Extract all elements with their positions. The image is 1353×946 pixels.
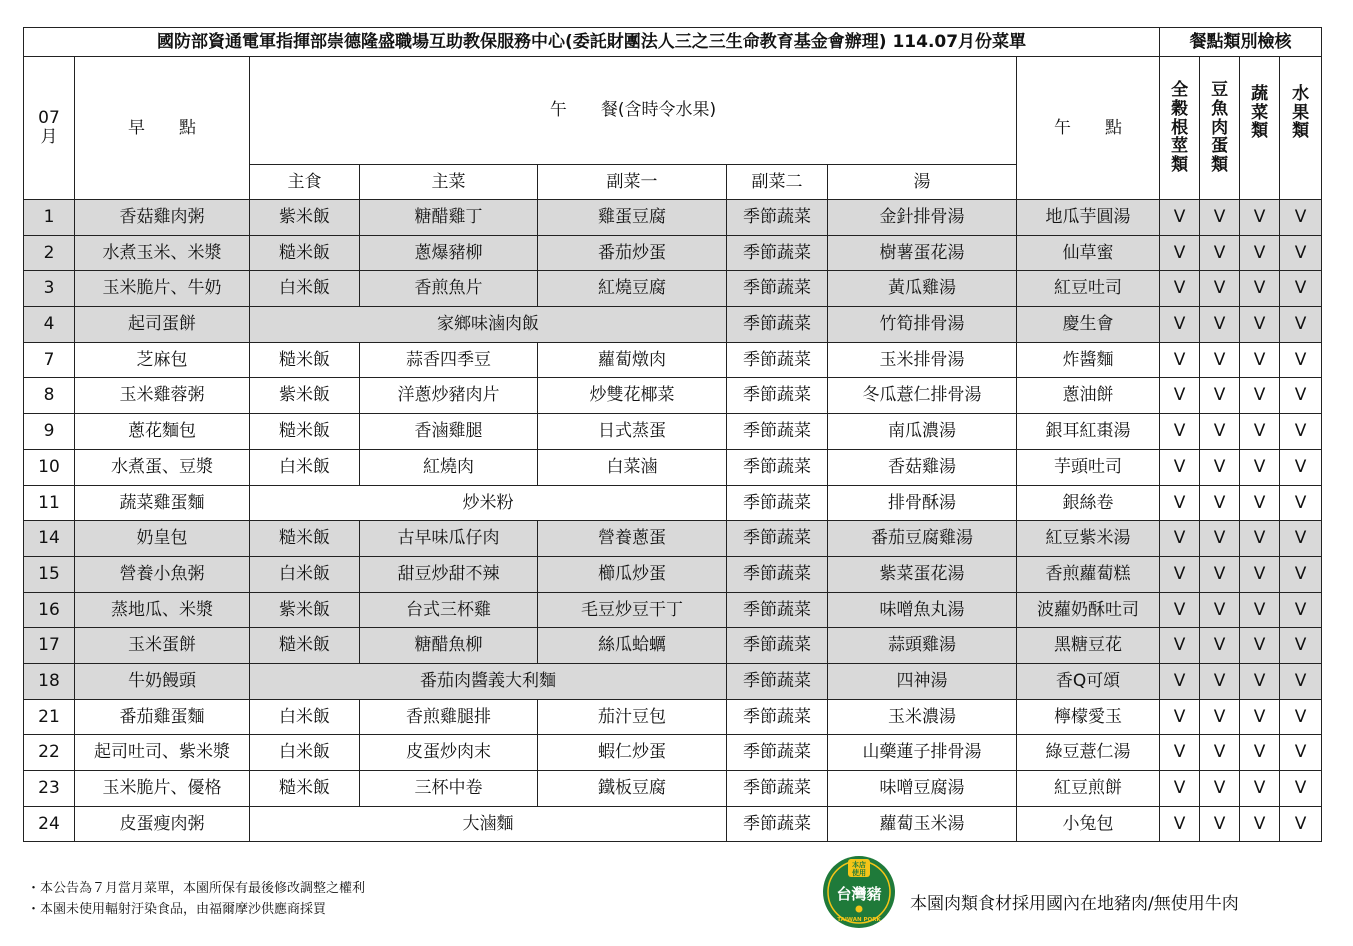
table-row xyxy=(24,449,1322,485)
tagline: 本園肉類食材採用國內在地豬肉/無使用牛肉 xyxy=(910,894,1239,914)
breakfast-cell: 玉米脆片、優格 xyxy=(75,771,250,807)
table-row xyxy=(24,556,1322,592)
side2-cell: 季節蔬菜 xyxy=(727,556,828,592)
check-cell: V xyxy=(1160,735,1200,771)
soup-cell: 四神湯 xyxy=(828,663,1017,699)
main-dish-cell: 糖醋魚柳 xyxy=(360,628,538,664)
check-cell: V xyxy=(1280,628,1322,664)
check-cell: V xyxy=(1280,235,1322,271)
soup-cell: 香菇雞湯 xyxy=(828,449,1017,485)
side2-cell: 季節蔬菜 xyxy=(727,200,828,236)
snack-cell: 波蘿奶酥吐司 xyxy=(1017,592,1160,628)
breakfast-cell: 水煮蛋、豆漿 xyxy=(75,449,250,485)
soup-cell: 玉米濃湯 xyxy=(828,699,1017,735)
side2-cell: 季節蔬菜 xyxy=(727,699,828,735)
breakfast-cell: 起司蛋餅 xyxy=(75,307,250,343)
day-cell: 24 xyxy=(24,806,75,842)
check-header-char: 果 xyxy=(1292,102,1310,123)
side2-cell: 季節蔬菜 xyxy=(727,628,828,664)
combined-lunch-cell: 大滷麵 xyxy=(250,806,727,842)
combined-lunch-cell: 家鄉味滷肉飯 xyxy=(250,307,727,343)
breakfast-cell: 起司吐司、紫米漿 xyxy=(75,735,250,771)
table-row xyxy=(24,485,1322,521)
check-cell: V xyxy=(1200,307,1240,343)
check-cell: V xyxy=(1160,449,1200,485)
snack-cell: 紅豆煎餅 xyxy=(1017,771,1160,807)
side1-cell: 白菜滷 xyxy=(538,449,727,485)
lunch-header: 午 餐(含時令水果) xyxy=(250,57,1017,165)
table-row xyxy=(24,663,1322,699)
snack-cell: 香Q可頌 xyxy=(1017,663,1160,699)
soup-cell: 排骨酥湯 xyxy=(828,485,1017,521)
check-cell: V xyxy=(1160,307,1200,343)
side2-cell: 季節蔬菜 xyxy=(727,342,828,378)
month-header: 07 月 xyxy=(24,57,75,200)
check-cell: V xyxy=(1160,414,1200,450)
check-header-char: 穀 xyxy=(1171,98,1189,119)
main-dish-cell: 香滷雞腿 xyxy=(360,414,538,450)
check-cell: V xyxy=(1160,556,1200,592)
check-title: 餐點類別檢核 xyxy=(1160,28,1322,57)
main-dish-cell: 蔥爆豬柳 xyxy=(360,235,538,271)
side1-cell: 番茄炒蛋 xyxy=(538,235,727,271)
breakfast-cell: 水煮玉米、米漿 xyxy=(75,235,250,271)
check-cell: V xyxy=(1240,449,1280,485)
table-row xyxy=(24,521,1322,557)
check-cell: V xyxy=(1200,556,1240,592)
check-header-char: 莖 xyxy=(1171,136,1189,157)
check-cell: V xyxy=(1160,699,1200,735)
side1-cell: 雞蛋豆腐 xyxy=(538,200,727,236)
check-cell: V xyxy=(1160,378,1200,414)
snack-cell: 銀絲卷 xyxy=(1017,485,1160,521)
main-dish-cell: 洋蔥炒豬肉片 xyxy=(360,378,538,414)
soup-cell: 味噌魚丸湯 xyxy=(828,592,1017,628)
table-row xyxy=(24,271,1322,307)
menu-title: 國防部資通電軍指揮部崇德隆盛職場互助教保服務中心(委託財團法人三之三生命教育基金會辦理) 114.07月份菜單 xyxy=(24,28,1160,57)
side1-header: 副菜一 xyxy=(538,165,727,200)
check-cell: V xyxy=(1160,521,1200,557)
side1-cell: 營養蔥蛋 xyxy=(538,521,727,557)
check-header-grains xyxy=(1160,57,1200,200)
day-cell: 15 xyxy=(24,556,75,592)
check-cell: V xyxy=(1200,200,1240,236)
check-cell: V xyxy=(1200,699,1240,735)
breakfast-cell: 玉米雞蓉粥 xyxy=(75,378,250,414)
check-cell: V xyxy=(1240,806,1280,842)
breakfast-cell: 牛奶饅頭 xyxy=(75,663,250,699)
day-cell: 23 xyxy=(24,771,75,807)
breakfast-cell: 營養小魚粥 xyxy=(75,556,250,592)
check-cell: V xyxy=(1160,592,1200,628)
breakfast-cell: 皮蛋瘦肉粥 xyxy=(75,806,250,842)
check-cell: V xyxy=(1160,806,1200,842)
main-dish-cell: 台式三杯雞 xyxy=(360,592,538,628)
check-cell: V xyxy=(1240,556,1280,592)
breakfast-cell: 番茄雞蛋麵 xyxy=(75,699,250,735)
soup-cell: 蘿蔔玉米湯 xyxy=(828,806,1017,842)
day-cell: 2 xyxy=(24,235,75,271)
staple-cell: 白米飯 xyxy=(250,735,360,771)
check-cell: V xyxy=(1280,378,1322,414)
snack-cell: 芋頭吐司 xyxy=(1017,449,1160,485)
check-cell: V xyxy=(1280,200,1322,236)
check-header-protein xyxy=(1200,57,1240,200)
check-header-char: 水 xyxy=(1292,84,1310,104)
check-cell: V xyxy=(1240,699,1280,735)
table-row xyxy=(24,592,1322,628)
snack-cell: 地瓜芋圓湯 xyxy=(1017,200,1160,236)
side2-cell: 季節蔬菜 xyxy=(727,449,828,485)
check-cell: V xyxy=(1200,735,1240,771)
notes xyxy=(27,878,365,920)
check-header-fruit xyxy=(1280,57,1322,200)
staple-cell: 白米飯 xyxy=(250,449,360,485)
check-cell: V xyxy=(1280,342,1322,378)
side2-cell: 季節蔬菜 xyxy=(727,771,828,807)
check-cell: V xyxy=(1240,485,1280,521)
check-cell: V xyxy=(1200,378,1240,414)
staple-cell: 糙米飯 xyxy=(250,414,360,450)
day-cell: 4 xyxy=(24,307,75,343)
side2-cell: 季節蔬菜 xyxy=(727,307,828,343)
check-cell: V xyxy=(1200,663,1240,699)
check-cell: V xyxy=(1280,521,1322,557)
main-dish-cell: 糖醋雞丁 xyxy=(360,200,538,236)
check-cell: V xyxy=(1280,414,1322,450)
check-cell: V xyxy=(1200,771,1240,807)
check-cell: V xyxy=(1280,271,1322,307)
check-cell: V xyxy=(1280,699,1322,735)
breakfast-cell: 玉米脆片、牛奶 xyxy=(75,271,250,307)
side1-cell: 絲瓜蛤蠣 xyxy=(538,628,727,664)
day-cell: 9 xyxy=(24,414,75,450)
side2-cell: 季節蔬菜 xyxy=(727,592,828,628)
breakfast-cell: 芝麻包 xyxy=(75,342,250,378)
soup-header: 湯 xyxy=(828,165,1017,200)
check-cell: V xyxy=(1200,449,1240,485)
soup-cell: 竹筍排骨湯 xyxy=(828,307,1017,343)
check-cell: V xyxy=(1240,342,1280,378)
check-cell: V xyxy=(1240,307,1280,343)
check-cell: V xyxy=(1200,592,1240,628)
staple-cell: 糙米飯 xyxy=(250,628,360,664)
check-cell: V xyxy=(1160,271,1200,307)
snack-cell: 紅豆紫米湯 xyxy=(1017,521,1160,557)
snack-cell: 炸醬麵 xyxy=(1017,342,1160,378)
main-header: 主菜 xyxy=(360,165,538,200)
check-cell: V xyxy=(1200,271,1240,307)
day-cell: 18 xyxy=(24,663,75,699)
check-cell: V xyxy=(1240,735,1280,771)
table-row xyxy=(24,378,1322,414)
main-dish-cell: 香煎魚片 xyxy=(360,271,538,307)
staple-cell: 紫米飯 xyxy=(250,378,360,414)
day-cell: 10 xyxy=(24,449,75,485)
soup-cell: 黃瓜雞湯 xyxy=(828,271,1017,307)
check-header-char: 類 xyxy=(1251,121,1269,142)
main-dish-cell: 香煎雞腿排 xyxy=(360,699,538,735)
side2-cell: 季節蔬菜 xyxy=(727,235,828,271)
check-cell: V xyxy=(1200,628,1240,664)
side1-cell: 炒雙花椰菜 xyxy=(538,378,727,414)
check-header-char: 菜 xyxy=(1251,102,1269,123)
check-cell: V xyxy=(1200,521,1240,557)
check-header-char: 豆 xyxy=(1211,80,1229,101)
staple-cell: 糙米飯 xyxy=(250,235,360,271)
snack-cell: 慶生會 xyxy=(1017,307,1160,343)
check-header-char: 魚 xyxy=(1211,98,1229,119)
check-cell: V xyxy=(1280,592,1322,628)
main-dish-cell: 皮蛋炒肉末 xyxy=(360,735,538,771)
staple-cell: 白米飯 xyxy=(250,556,360,592)
day-cell: 8 xyxy=(24,378,75,414)
day-cell: 3 xyxy=(24,271,75,307)
side1-cell: 櫛瓜炒蛋 xyxy=(538,556,727,592)
check-cell: V xyxy=(1240,771,1280,807)
side2-cell: 季節蔬菜 xyxy=(727,414,828,450)
combined-lunch-cell: 炒米粉 xyxy=(250,485,727,521)
logo-sub-text: TAIWAN PORK xyxy=(837,917,881,923)
logo-mid-text: 使用 xyxy=(852,869,866,877)
check-cell: V xyxy=(1200,342,1240,378)
table-row xyxy=(24,628,1322,664)
check-header-char: 根 xyxy=(1171,117,1189,138)
table-row xyxy=(24,735,1322,771)
snack-cell: 銀耳紅棗湯 xyxy=(1017,414,1160,450)
check-cell: V xyxy=(1160,663,1200,699)
side1-cell: 蝦仁炒蛋 xyxy=(538,735,727,771)
check-cell: V xyxy=(1240,592,1280,628)
snack-cell: 蔥油餅 xyxy=(1017,378,1160,414)
staple-cell: 糙米飯 xyxy=(250,521,360,557)
side2-cell: 季節蔬菜 xyxy=(727,271,828,307)
day-cell: 1 xyxy=(24,200,75,236)
staple-cell: 紫米飯 xyxy=(250,592,360,628)
check-cell: V xyxy=(1280,735,1322,771)
staple-cell: 糙米飯 xyxy=(250,771,360,807)
side2-header: 副菜二 xyxy=(727,165,828,200)
snack-cell: 黑糖豆花 xyxy=(1017,628,1160,664)
side2-cell: 季節蔬菜 xyxy=(727,806,828,842)
side2-cell: 季節蔬菜 xyxy=(727,485,828,521)
day-cell: 21 xyxy=(24,699,75,735)
soup-cell: 山藥蓮子排骨湯 xyxy=(828,735,1017,771)
check-cell: V xyxy=(1280,485,1322,521)
breakfast-header: 早 點 xyxy=(75,57,250,200)
check-cell: V xyxy=(1160,628,1200,664)
logo-top-text: 本店 xyxy=(852,861,866,869)
soup-cell: 蒜頭雞湯 xyxy=(828,628,1017,664)
check-cell: V xyxy=(1240,200,1280,236)
check-cell: V xyxy=(1280,449,1322,485)
day-cell: 22 xyxy=(24,735,75,771)
table-row xyxy=(24,806,1322,842)
main-dish-cell: 紅燒肉 xyxy=(360,449,538,485)
check-cell: V xyxy=(1280,806,1322,842)
table-row xyxy=(24,200,1322,236)
soup-cell: 南瓜濃湯 xyxy=(828,414,1017,450)
logo-name-text: 台灣豬 xyxy=(836,885,882,903)
check-cell: V xyxy=(1240,378,1280,414)
check-header-char: 蛋 xyxy=(1211,136,1229,157)
note-2: ・本園未使用輻射汙染食品，由福爾摩沙供應商採買 xyxy=(27,902,327,917)
day-cell: 11 xyxy=(24,485,75,521)
check-cell: V xyxy=(1240,271,1280,307)
combined-lunch-cell: 番茄肉醬義大利麵 xyxy=(250,663,727,699)
breakfast-cell: 蔬菜雞蛋麵 xyxy=(75,485,250,521)
side2-cell: 季節蔬菜 xyxy=(727,735,828,771)
check-cell: V xyxy=(1240,235,1280,271)
main-dish-cell: 古早味瓜仔肉 xyxy=(360,521,538,557)
main-dish-cell: 三杯中卷 xyxy=(360,771,538,807)
check-header-char: 全 xyxy=(1171,80,1189,101)
table-row xyxy=(24,699,1322,735)
breakfast-cell: 玉米蛋餅 xyxy=(75,628,250,664)
staple-cell: 白米飯 xyxy=(250,271,360,307)
table-row xyxy=(24,235,1322,271)
soup-cell: 番茄豆腐雞湯 xyxy=(828,521,1017,557)
side1-cell: 蘿蔔燉肉 xyxy=(538,342,727,378)
soup-cell: 冬瓜薏仁排骨湯 xyxy=(828,378,1017,414)
check-cell: V xyxy=(1240,521,1280,557)
check-cell: V xyxy=(1200,414,1240,450)
soup-cell: 樹薯蛋花湯 xyxy=(828,235,1017,271)
day-cell: 7 xyxy=(24,342,75,378)
snack-cell: 檸檬愛玉 xyxy=(1017,699,1160,735)
soup-cell: 味噌豆腐湯 xyxy=(828,771,1017,807)
soup-cell: 玉米排骨湯 xyxy=(828,342,1017,378)
side2-cell: 季節蔬菜 xyxy=(727,378,828,414)
note-1: ・本公告為７月當月菜單，本園所保有最後修改調整之權利 xyxy=(27,881,366,896)
table-row xyxy=(24,342,1322,378)
day-cell: 16 xyxy=(24,592,75,628)
check-cell: V xyxy=(1200,806,1240,842)
main-dish-cell: 甜豆炒甜不辣 xyxy=(360,556,538,592)
check-cell: V xyxy=(1240,628,1280,664)
check-cell: V xyxy=(1200,235,1240,271)
check-header-char: 蔬 xyxy=(1251,84,1269,104)
snack-cell: 紅豆吐司 xyxy=(1017,271,1160,307)
staple-cell: 紫米飯 xyxy=(250,200,360,236)
check-cell: V xyxy=(1240,663,1280,699)
snack-header: 午 點 xyxy=(1017,57,1160,200)
staple-cell: 糙米飯 xyxy=(250,342,360,378)
check-header-vegetables xyxy=(1240,57,1280,200)
side1-cell: 茄汁豆包 xyxy=(538,699,727,735)
day-cell: 17 xyxy=(24,628,75,664)
side1-cell: 毛豆炒豆干丁 xyxy=(538,592,727,628)
side2-cell: 季節蔬菜 xyxy=(727,521,828,557)
menu-table xyxy=(23,27,1322,842)
check-cell: V xyxy=(1280,556,1322,592)
check-cell: V xyxy=(1280,307,1322,343)
check-cell: V xyxy=(1160,485,1200,521)
check-header-char: 肉 xyxy=(1211,117,1229,138)
table-row xyxy=(24,414,1322,450)
check-cell: V xyxy=(1280,771,1322,807)
staple-header: 主食 xyxy=(250,165,360,200)
check-cell: V xyxy=(1200,485,1240,521)
check-header-char: 類 xyxy=(1292,121,1310,142)
main-dish-cell: 蒜香四季豆 xyxy=(360,342,538,378)
side1-cell: 紅燒豆腐 xyxy=(538,271,727,307)
soup-cell: 金針排骨湯 xyxy=(828,200,1017,236)
breakfast-cell: 香菇雞肉粥 xyxy=(75,200,250,236)
check-cell: V xyxy=(1160,342,1200,378)
side1-cell: 日式蒸蛋 xyxy=(538,414,727,450)
staple-cell: 白米飯 xyxy=(250,699,360,735)
check-header-char: 類 xyxy=(1211,155,1229,176)
check-cell: V xyxy=(1160,771,1200,807)
taiwan-pork-logo xyxy=(822,855,896,929)
snack-cell: 小兔包 xyxy=(1017,806,1160,842)
snack-cell: 綠豆薏仁湯 xyxy=(1017,735,1160,771)
day-cell: 14 xyxy=(24,521,75,557)
check-cell: V xyxy=(1160,235,1200,271)
breakfast-cell: 奶皇包 xyxy=(75,521,250,557)
soup-cell: 紫菜蛋花湯 xyxy=(828,556,1017,592)
check-header-char: 類 xyxy=(1171,155,1189,176)
menu-body xyxy=(24,200,1322,842)
breakfast-cell: 蒸地瓜、米漿 xyxy=(75,592,250,628)
side1-cell: 鐵板豆腐 xyxy=(538,771,727,807)
check-cell: V xyxy=(1280,663,1322,699)
snack-cell: 仙草蜜 xyxy=(1017,235,1160,271)
snack-cell: 香煎蘿蔔糕 xyxy=(1017,556,1160,592)
table-row xyxy=(24,771,1322,807)
table-row xyxy=(24,307,1322,343)
check-cell: V xyxy=(1240,414,1280,450)
check-cell: V xyxy=(1160,200,1200,236)
breakfast-cell: 蔥花麵包 xyxy=(75,414,250,450)
side2-cell: 季節蔬菜 xyxy=(727,663,828,699)
